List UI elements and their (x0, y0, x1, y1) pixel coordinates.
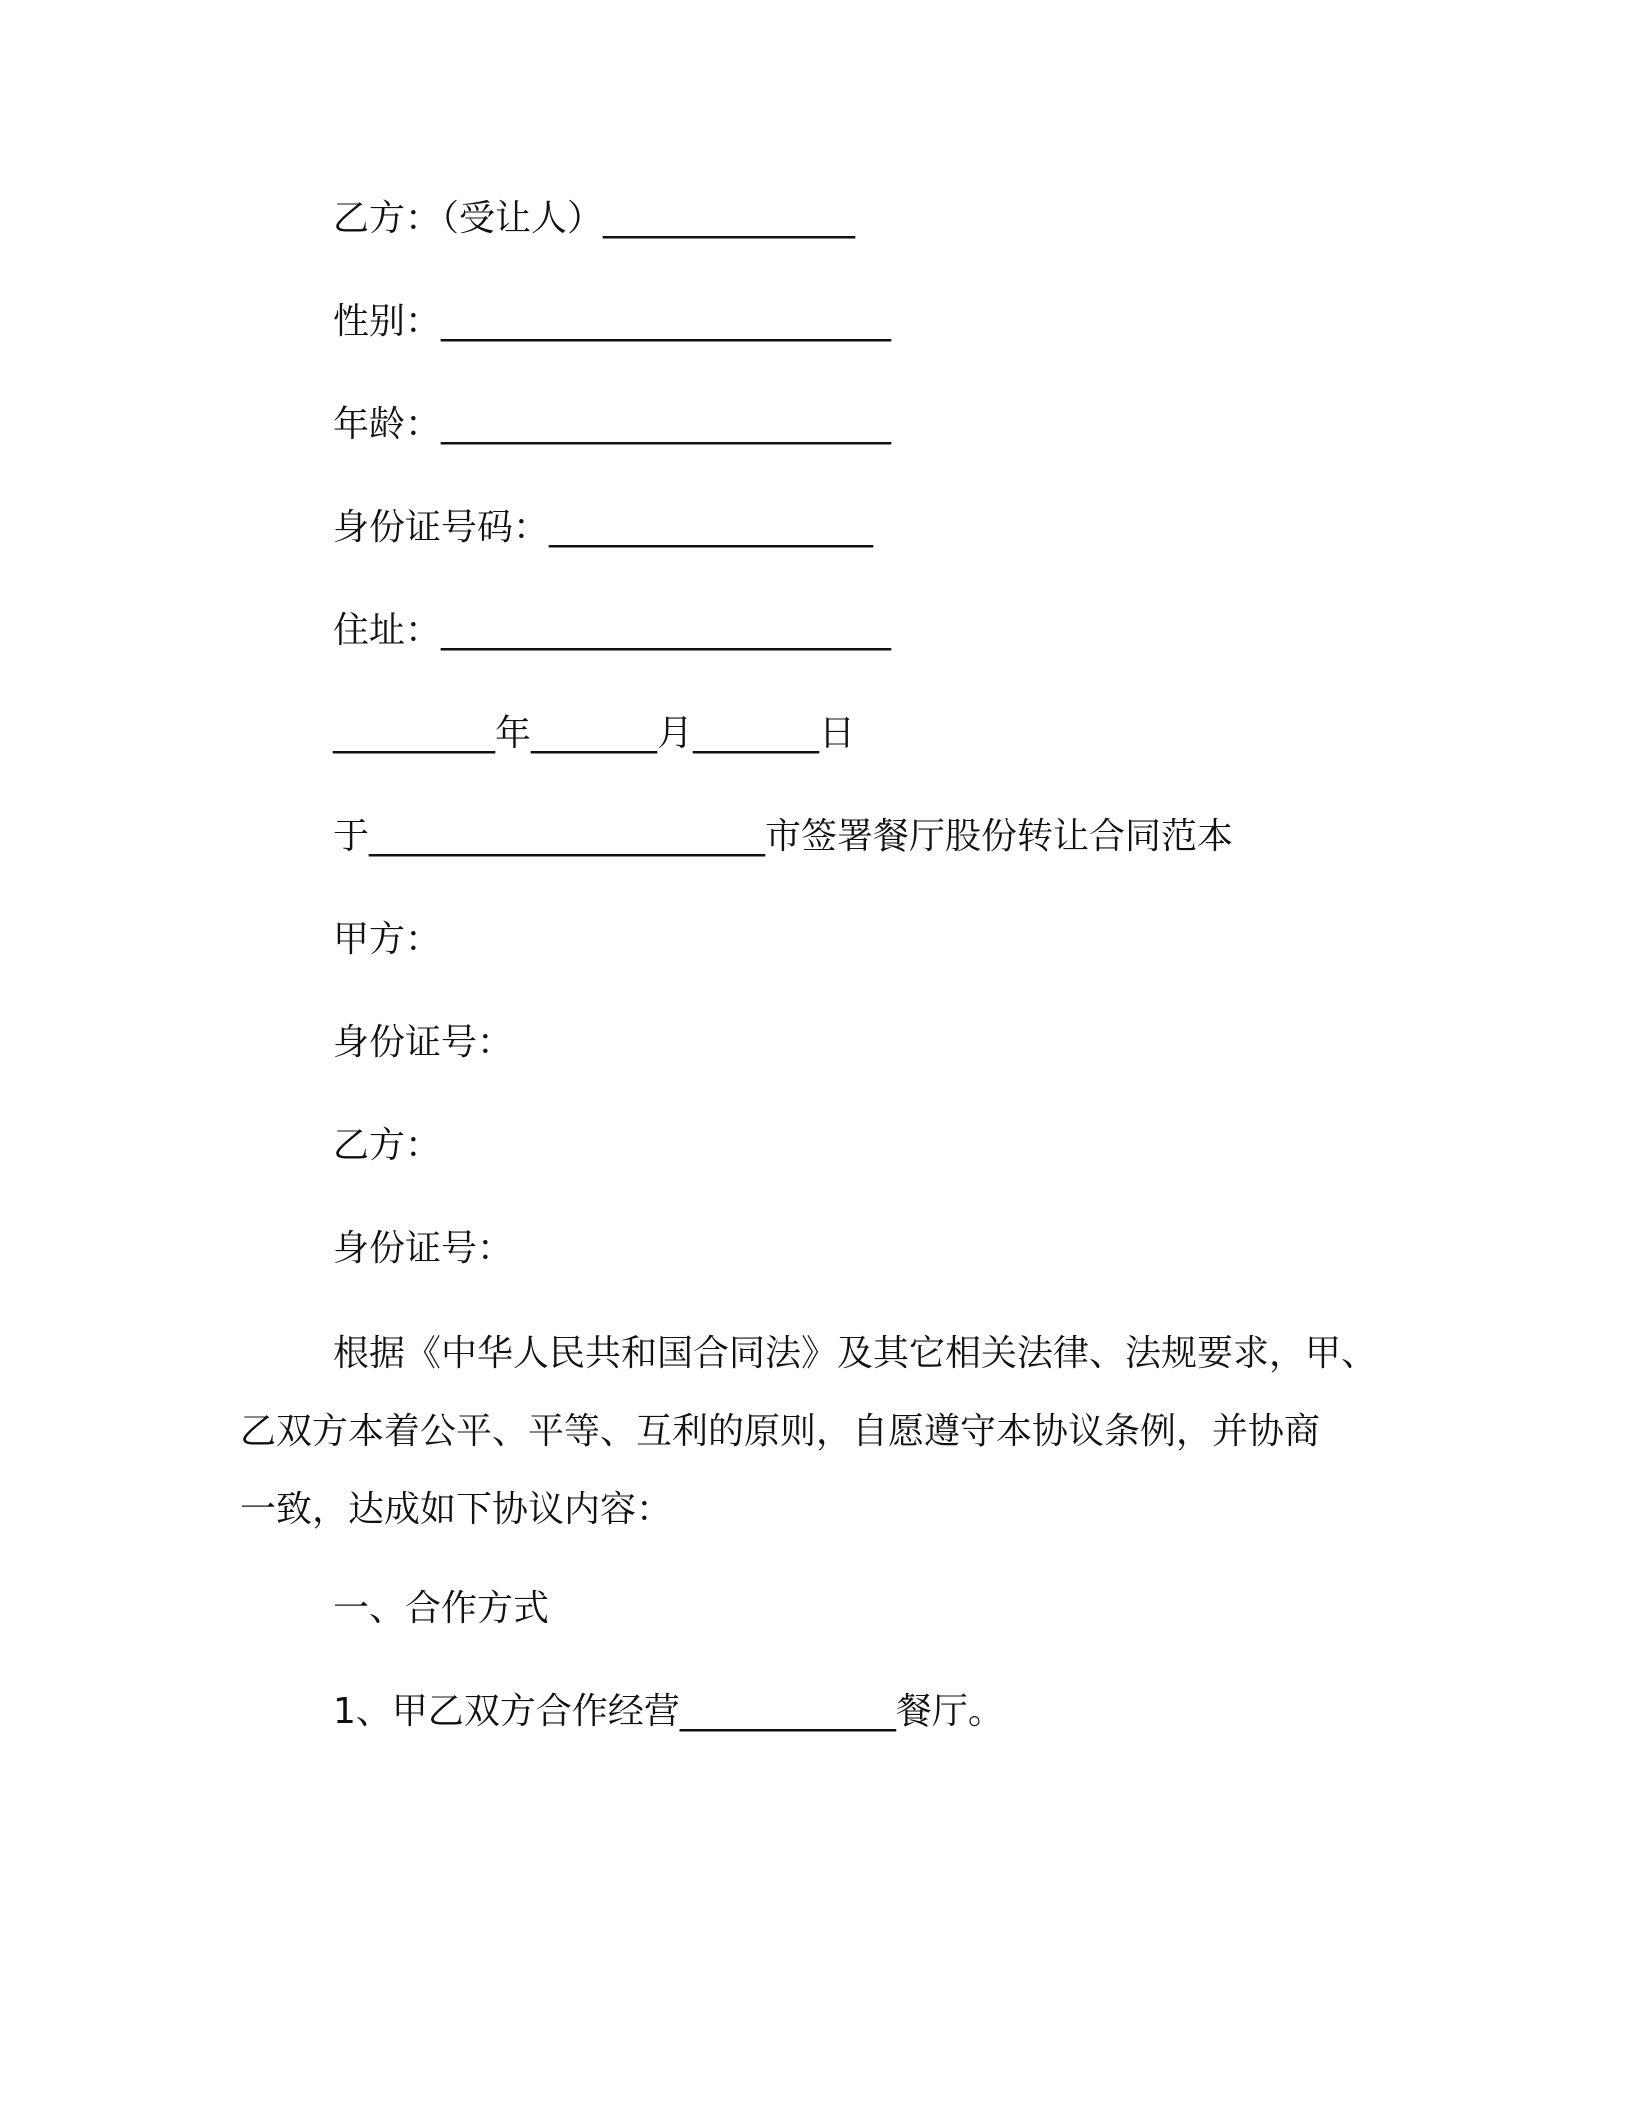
address-line: 住址：_________________________ (333, 610, 892, 651)
preamble-paragraph (240, 1315, 1400, 1549)
id-number-line: 身份证号码：__________________ (333, 507, 874, 548)
section-1-item-1: 1、甲乙双方合作经营____________餐厅。 (333, 1691, 1004, 1732)
age-line: 年龄：_________________________ (333, 404, 892, 445)
section-1-heading: 一、合作方式 (333, 1588, 550, 1629)
signing-location-line: 于______________________市签署餐厅股份转让合同范本 (333, 816, 1234, 857)
party-a-label: 甲方： (333, 919, 442, 960)
party-a-id-label: 身份证号： (333, 1022, 514, 1063)
preamble-line-3: 一致，达成如下协议内容： (240, 1489, 673, 1530)
date-line: _________年_______月_______日 (333, 713, 855, 754)
preamble-line-2: 乙双方本着公平、平等、互利的原则，自愿遵守本协议条例，并协商 (240, 1411, 1321, 1452)
gender-line: 性别：_________________________ (333, 301, 892, 342)
party-b-transferee-line: 乙方：（受让人）______________ (333, 198, 856, 239)
party-b-label: 乙方： (333, 1125, 442, 1166)
party-b-id-label: 身份证号： (333, 1228, 514, 1269)
preamble-line-1: 根据《中华人民共和国合同法》及其它相关法律、法规要求，甲、 (333, 1333, 1378, 1374)
